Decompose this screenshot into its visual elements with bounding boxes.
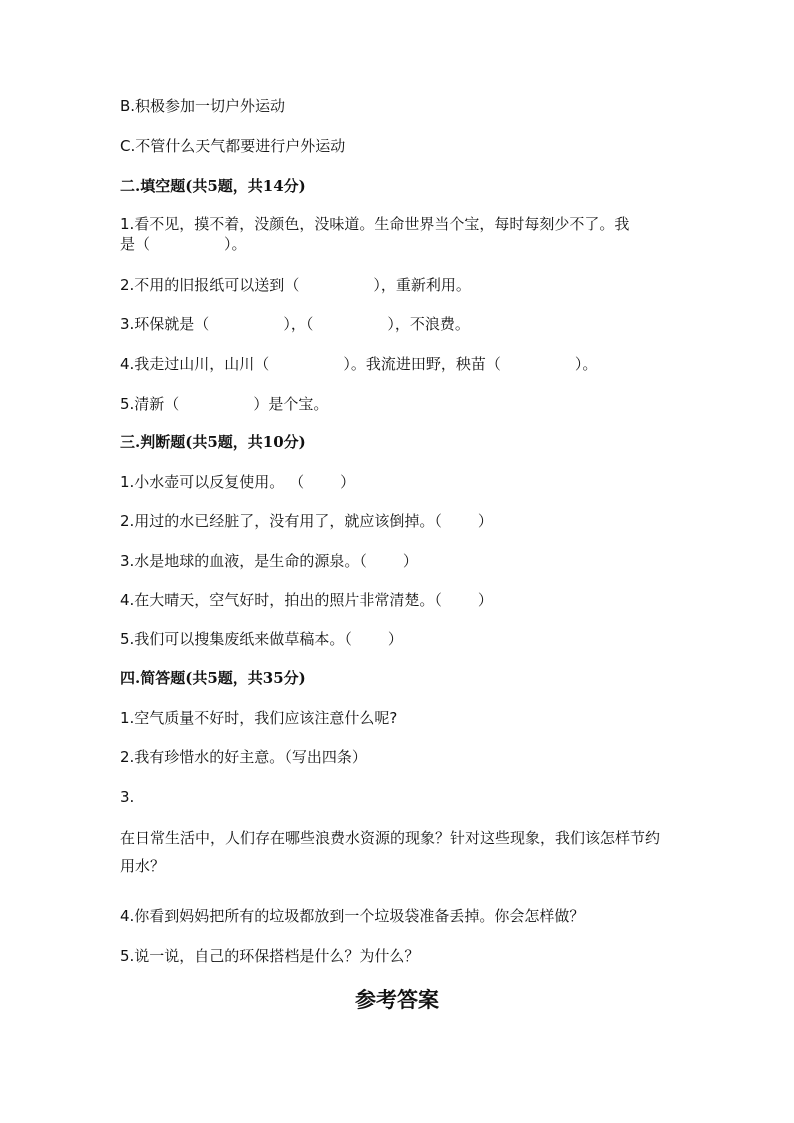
fill-question-4-middle: ）。我流进田野，秧苗（ <box>343 355 501 373</box>
choice-option-c: C.不管什么天气都要进行户外运动 <box>120 137 346 155</box>
fill-question-5-suffix: ）是个宝。 <box>253 395 329 413</box>
fill-question-1-line-2 <box>120 234 680 254</box>
fill-question-1-suffix: ）。 <box>224 235 247 253</box>
judge-question-1-text: 1.小水壶可以反复使用。 （ <box>120 473 305 491</box>
fill-question-3 <box>120 314 680 334</box>
fill-question-5 <box>120 394 680 414</box>
judge-close-paren: ） <box>402 552 418 570</box>
fill-question-3-suffix: ），不浪费。 <box>387 315 470 333</box>
judge-question-2 <box>120 511 680 531</box>
fill-question-1-prefix: 是（ <box>120 235 151 253</box>
judge-question-5 <box>120 629 680 649</box>
short-question-2: 2.我有珍惜水的好主意。（写出四条） <box>120 748 367 766</box>
judge-close-paren: ） <box>477 591 493 609</box>
judge-question-2-text: 2.用过的水已经脏了，没有用了，就应该倒掉。（ <box>120 512 442 530</box>
short-question-4: 4.你看到妈妈把所有的垃圾都放到一个垃圾袋准备丢掉。你会怎样做？ <box>120 907 585 925</box>
judge-question-4-text: 4.在大晴天，空气好时，拍出的照片非常清楚。（ <box>120 591 442 609</box>
judge-close-paren: ） <box>477 512 493 530</box>
fill-question-1-line-1: 1.看不见，摸不着，没颜色，没味道。生命世界当个宝，每时每刻少不了。我 <box>120 215 630 233</box>
fill-question-4-prefix: 4.我走过山川，山川（ <box>120 355 270 373</box>
section-heading-short-answer: 四.简答题(共5题，共35分) <box>120 669 306 687</box>
section-heading-true-false: 三.判断题(共5题，共10分) <box>120 433 306 451</box>
short-question-1: 1.空气质量不好时，我们应该注意什么呢? <box>120 709 398 727</box>
short-question-5: 5.说一说，自己的环保搭档是什么？为什么？ <box>120 947 420 965</box>
section-heading-fill-blank: 二.填空题(共5题，共14分) <box>120 177 306 195</box>
fill-question-2-prefix: 2.不用的旧报纸可以送到（ <box>120 276 300 294</box>
judge-close-paren: ） <box>387 630 403 648</box>
short-question-3-text: 在日常生活中，人们存在哪些浪费水资源的现象？针对这些现象，我们该怎样节约用水？ <box>120 829 661 875</box>
fill-question-3-prefix: 3.环保就是（ <box>120 315 210 333</box>
short-question-3-number: 3. <box>120 788 135 806</box>
fill-question-3-middle: ），（ <box>283 315 314 333</box>
choice-option-b: B.积极参加一切户外运动 <box>120 97 286 115</box>
fill-question-2-suffix: ），重新利用。 <box>373 276 471 294</box>
answer-key-title: 参考答案 <box>355 987 439 1012</box>
fill-question-2 <box>120 275 680 295</box>
judge-question-5-text: 5.我们可以搜集废纸来做草稿本。（ <box>120 630 352 648</box>
judge-question-3 <box>120 551 680 571</box>
judge-question-1 <box>120 472 680 492</box>
judge-close-paren: ） <box>340 473 356 491</box>
judge-question-3-text: 3.水是地球的血液，是生命的源泉。（ <box>120 552 367 570</box>
fill-question-5-prefix: 5.清新（ <box>120 395 180 413</box>
fill-question-4 <box>120 354 680 374</box>
fill-question-4-suffix: ）。 <box>574 355 598 373</box>
judge-question-4 <box>120 590 680 610</box>
